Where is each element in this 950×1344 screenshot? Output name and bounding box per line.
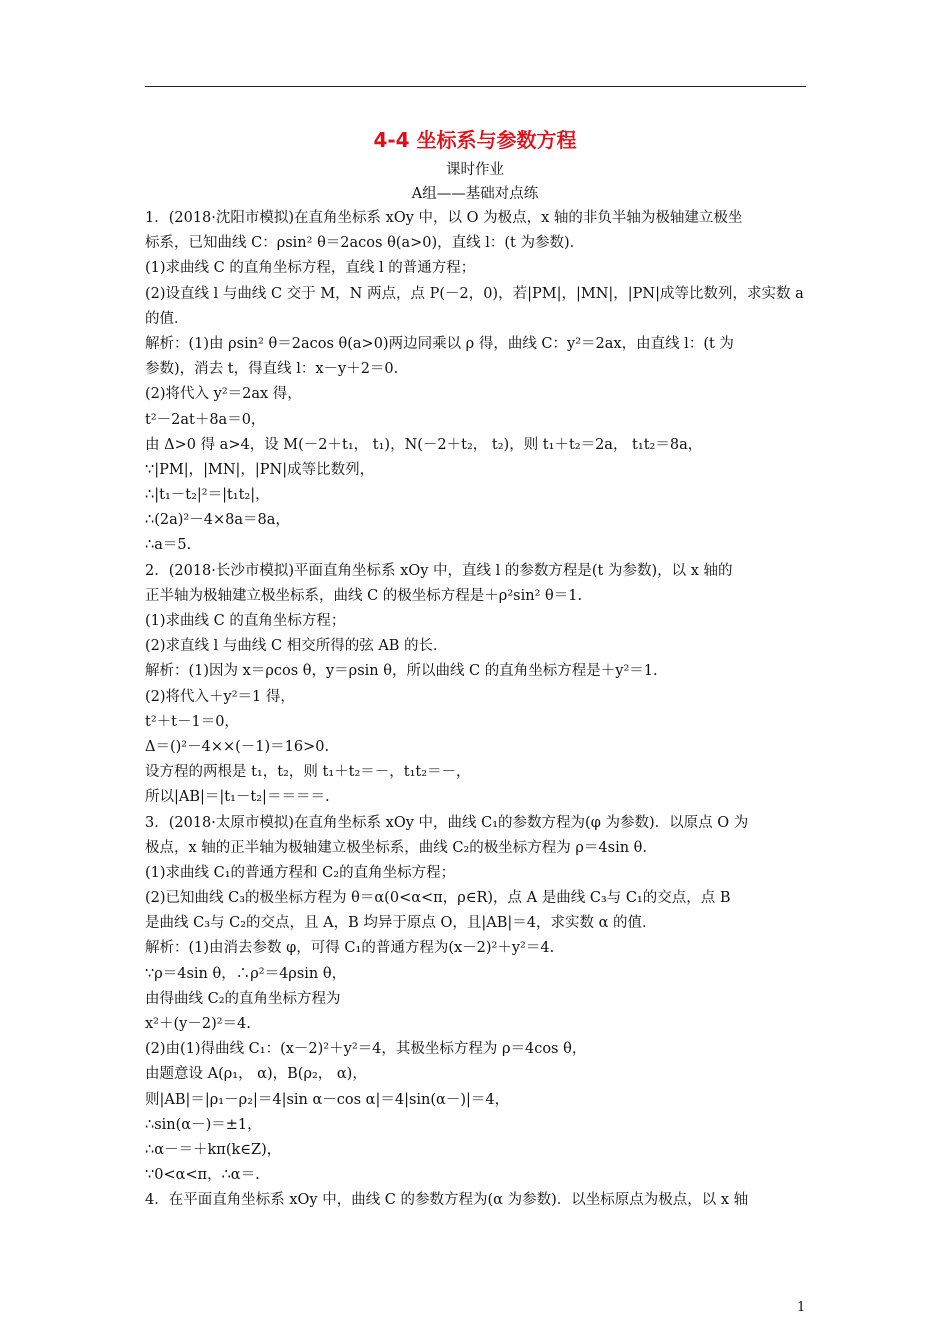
text-line: 由得曲线 C₂的直角坐标方程为 <box>145 990 341 1007</box>
text-line: 解析：(1)由 ρsin² θ＝2acos θ(a>0)两边同乘以 ρ 得，曲线 C：y²＝2ax，由直线 l：(t 为 <box>145 335 734 352</box>
header-rule <box>145 86 806 87</box>
text-line: 则|AB|＝|ρ₁－ρ₂|＝4|sin α－cos α|＝4|sin(α－)|＝4， <box>145 1091 510 1108</box>
text-line: ∵ρ＝4sin θ，∴ρ²＝4ρsin θ， <box>145 965 347 982</box>
text-line: 的值． <box>145 310 189 327</box>
text-line: 正半轴为极轴建立极坐标系，曲线 C 的极坐标方程是＋ρ²sin² θ＝1. <box>145 587 583 604</box>
subtitle: 课时作业 <box>446 162 504 178</box>
text-line: ∵|PM|，|MN|，|PN|成等比数列， <box>145 461 375 478</box>
text-line: (1)求曲线 C₁的普通方程和 C₂的直角坐标方程； <box>145 864 456 881</box>
text-line: ∴α－＝＋kπ(k∈Z)， <box>145 1141 282 1158</box>
text-line: (2)设直线 l 与曲线 C 交于 M，N 两点，点 P(－2，0)，若|PM|，|MN|，|PN|成等比数列，求实数 a <box>145 285 804 302</box>
text-line: 3．(2018·太原市模拟)在直角坐标系 xOy 中，曲线 C₁的参数方程为(φ 为参数)．以原点 O 为 <box>145 814 749 831</box>
text-line: Δ＝()²－4××(－1)＝16>0. <box>145 738 330 755</box>
text-line: (1)求曲线 C 的直角坐标方程； <box>145 613 346 629</box>
section-heading: A组——基础对点练 <box>411 186 539 202</box>
text-line: (2)将代入 y²＝2ax 得， <box>145 386 302 403</box>
text-line: (2)将代入＋y²＝1 得， <box>145 688 295 705</box>
text-line: 由 Δ>0 得 a>4，设 M(－2＋t₁， t₁)，N(－2＋t₂， t₂)，则 t₁＋t₂＝2a， t₁t₂＝8a， <box>145 436 703 453</box>
text-line: 2．(2018·长沙市模拟)平面直角坐标系 xOy 中，直线 l 的参数方程是(t 为参数)，以 x 轴的 <box>145 562 733 579</box>
text-line: 参数)，消去 t，得直线 l：x－y＋2＝0. <box>145 361 399 378</box>
text-line: ∵0<α<π，∴α＝. <box>145 1167 260 1184</box>
text-line: 极点，x 轴的正半轴为极轴建立极坐标系，曲线 C₂的极坐标方程为 ρ＝4sin θ. <box>145 839 648 856</box>
text-line: 4．在平面直角坐标系 xOy 中，曲线 C 的参数方程为(α 为参数)．以坐标原点为极点，以 x 轴 <box>145 1192 749 1209</box>
text-line: (2)已知曲线 C₃的极坐标方程为 θ＝α(0<α<π，ρ∈R)，点 A 是曲线 C₃与 C₁的交点，点 B <box>145 890 731 907</box>
text-line: x²＋(y－2)²＝4. <box>145 1016 251 1032</box>
text-line: 解析：(1)因为 x＝ρcos θ，y＝ρsin θ，所以曲线 C 的直角坐标方程是＋y²＝1. <box>145 663 658 680</box>
text-line: 解析：(1)由消去参数 φ，可得 C₁的普通方程为(x－2)²＋y²＝4. <box>145 940 555 957</box>
text-line: (2)求直线 l 与曲线 C 相交所得的弦 AB 的长． <box>145 638 448 655</box>
text-line: 是曲线 C₃与 C₂的交点，且 A，B 均异于原点 O，且|AB|＝4，求实数 α 的值． <box>145 915 657 932</box>
text-line: (1)求曲线 C 的直角坐标方程，直线 l 的普通方程； <box>145 260 476 277</box>
page-title: 4-4 坐标系与参数方程 <box>373 128 577 152</box>
document-body <box>145 206 810 1214</box>
text-line: 设方程的两根是 t₁，t₂，则 t₁＋t₂＝－，t₁t₂＝－， <box>145 764 471 781</box>
text-line: 所以|AB|＝|t₁－t₂|＝＝＝＝. <box>145 789 330 806</box>
text-line: ∴sin(α－)＝±1， <box>145 1116 262 1133</box>
page-number: 1 <box>797 1300 806 1315</box>
text-line: ∴a＝5. <box>145 537 192 554</box>
text-line: t²－2at＋8a＝0， <box>145 411 266 428</box>
text-line: 标系，已知曲线 C：ρsin² θ＝2acos θ(a>0)，直线 l：(t 为参数)． <box>145 235 585 252</box>
text-line: (2)由(1)得曲线 C₁：(x－2)²＋y²＝4，其极坐标方程为 ρ＝4cos θ， <box>145 1041 587 1058</box>
text-line: ∴|t₁－t₂|²＝|t₁t₂|， <box>145 487 270 504</box>
text-line: 由题意设 A(ρ₁， α)，B(ρ₂， α)， <box>145 1066 367 1083</box>
text-line: t²＋t－1＝0， <box>145 713 239 730</box>
text-line: ∴(2a)²－4×8a＝8a， <box>145 512 290 529</box>
text-line: 1．(2018·沈阳市模拟)在直角坐标系 xOy 中，以 O 为极点，x 轴的非负半轴为极轴建立极坐 <box>145 210 743 226</box>
